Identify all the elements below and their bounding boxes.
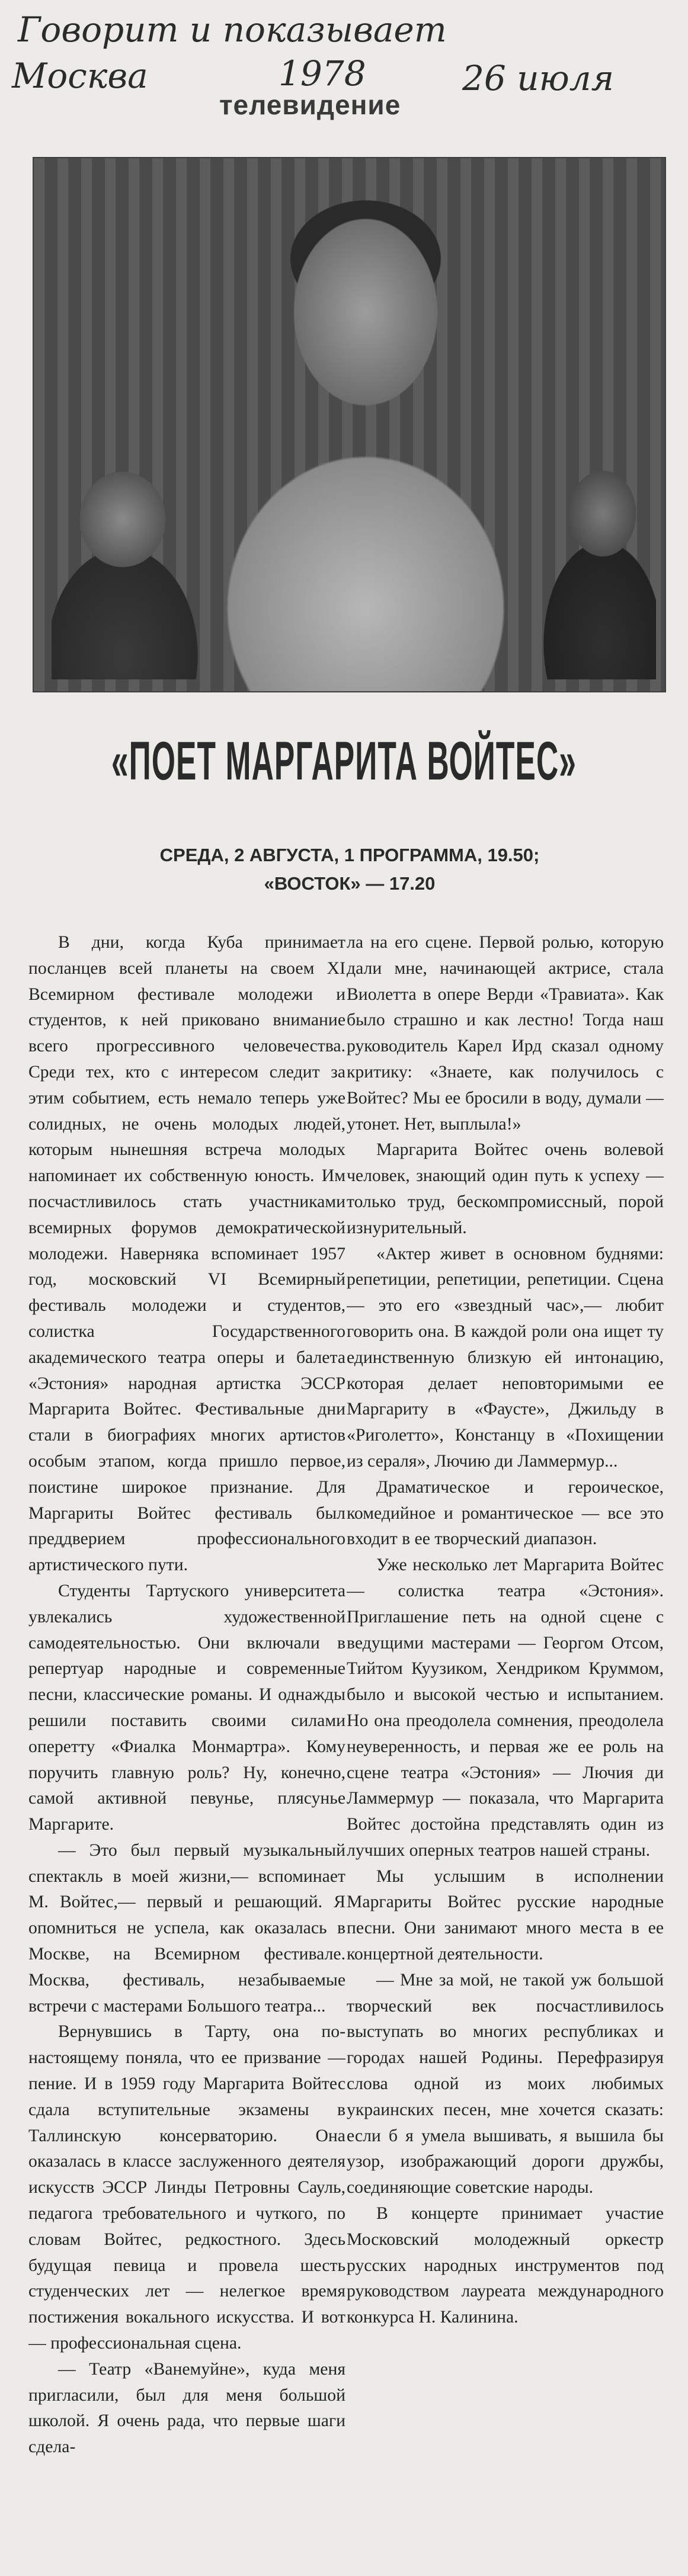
paragraph: Мы услышим в исполнении Маргариты Войтес русские народные песни. Они занимают много места в ее концертной деятельности. [347,1866,664,1964]
handwritten-year: 1978 [279,53,366,94]
article-title: «ПОЕТ МАРГАРИТА ВОЙТЕС» [111,731,577,791]
handwritten-city: Москва [12,56,148,96]
broadcast-schedule [36,841,664,898]
singer-photo [33,157,666,692]
paragraph: «Актер живет в основном буднями: репетиции, репетиции, репетиции. Сцена — это его «звездный час»,— любит говорить она. В каждой роли она ищет ту единственную близкую ей интонацию, которая делает неповторимыми ее Маргариту в «Фаусте», Джильду в «Риголетто», Констанцу в «Похищении из сераля», Лючию ди Ламмермур... [347,1244,664,1471]
paragraph: Вернувшись в Тарту, она по-настоящему поняла, что ее призвание — пение. И в 1959 году Маргарита Войтес сдала вступительные экзамены в Таллинскую консерваторию. Она оказалась в классе заслуженного деятеля искусств ЭССР Линды Петровны Сауль, педагога требовательного и чуткого, по словам Войтес, редкостного. Здесь будущая певица и провела шесть студенческих лет — нелегкое время постижения вокального искусства. И вот — профессиональная сцена. [28,2022,345,2353]
photo-musician-right [537,454,656,679]
paragraph: — Театр «Ванемуйне», куда меня пригласили, был для меня большой школой. Я очень рада, что первые шаги сдела- [28,2359,345,2457]
paragraph: Уже несколько лет Маргарита Войтес — солистка театра «Эстония». Приглашение петь на одной сцене с ведущими мастерами — Георгом Отсом, Тийтом Куузиком, Хендриком Круммом, было и высокой честью и испытанием. Но она преодолела сомнения, преодолела неуверенность, и первая же ее роль на сцене театра «Эстония» — Лючия ди Ламмермур — показала, что Маргарита Войтес достойна представлять один из лучших оперных театров нашей страны. [347,1555,664,1860]
schedule-line-2: «ВОСТОК» — 17.20 [264,873,436,894]
paragraph: В дни, когда Куба принимает посланцев всей планеты на своем XI Всемирном фестивале молодежи и студентов, к ней приковано внимание всего прогрессивного человечества. Среди тех, кто с интересом следит за этим событием, есть немало теперь уже солидных, не очень молодых людей, которым нынешняя встреча молодых напоминает их собственную юность. Им посчастливилось стать участниками всемирных форумов демократической молодежи. Наверняка вспоминает 1957 год, московский VI Всемирный фестиваль молодежи и студентов, солистка Государственного академического театра оперы и балета «Эстония» народная артистка ЭССР Маргарита Войтес. Фестивальные дни стали в биографиях многих артистов особым этапом, когда пришло первое, поистине широкое признание. Для Маргариты Войтес фестиваль был преддверием профессионального артистического пути. [28,933,345,1575]
handwritten-date-line [12,53,614,98]
rubric-heading: телевидение [219,89,401,120]
paragraph: ла на его сцене. Первой ролью, которую дали мне, начинающей актрисе, стала Виолетта в опере Верди «Травиата». Как было страшно и как лестно! Тогда наш руководитель Карел Ирд сказал одному критику: «Знаете, как получилось с Войтес? Мы ее бросили в воду, думали — утонет. Нет, выплыла!» [347,933,664,1134]
schedule-line-1: СРЕДА, 2 АВГУСТА, 1 ПРОГРАММА, 19.50; [159,845,540,865]
handwritten-source: Говорит и показывает [18,9,447,50]
paragraph: В концерте принимает участие Московский молодежный оркестр русских народных инструментов под руководством лауреата международного конкурса Н. Калинина. [347,2204,664,2327]
handwritten-day: 26 июля [462,58,614,98]
paragraph: Маргарита Войтес очень волевой человек, знающий один путь к успеху — только труд, бескомпромиссный, порой изнурительный. [347,1140,664,1237]
paragraph: Студенты Тартуского университета увлекались художественной самодеятельностью. Они включали в репертуар народные и современные песни, классические романы. И однажды решили поставить своими силами оперетту «Фиалка Монмартра». Кому поручить главную роль? Ну, конечно, самой активной певунье, плясунье Маргарите. [28,1581,345,1834]
article-title-wrap [0,729,688,800]
paragraph: Драматическое и героическое, комедийное и романтическое — все это входит в ее творческий диапазон. [347,1477,664,1549]
article-column-left [28,930,345,2565]
article-column-right [347,930,664,2565]
paragraph: — Это был первый музыкальный спектакль в моей жизни,— вспоминает М. Войтес,— первый и решающий. Я опомниться не успела, как оказалась в Москве, на Всемирном фестивале. Москва, фестиваль, незабываемые встречи с мастерами Большого театра... [28,1840,345,2016]
photo-musician-left [52,466,200,679]
paragraph: — Мне за мой, не такой уж большой творческий век посчастливилось выступать во многих республиках и городах нашей Родины. Перефразируя слова одной из моих любимых украинских песен, мне хочется сказать: если б я умела вышивать, я вышила бы узор, изображающий дороги дружбы, соединяющие советские народы. [347,1970,664,2198]
